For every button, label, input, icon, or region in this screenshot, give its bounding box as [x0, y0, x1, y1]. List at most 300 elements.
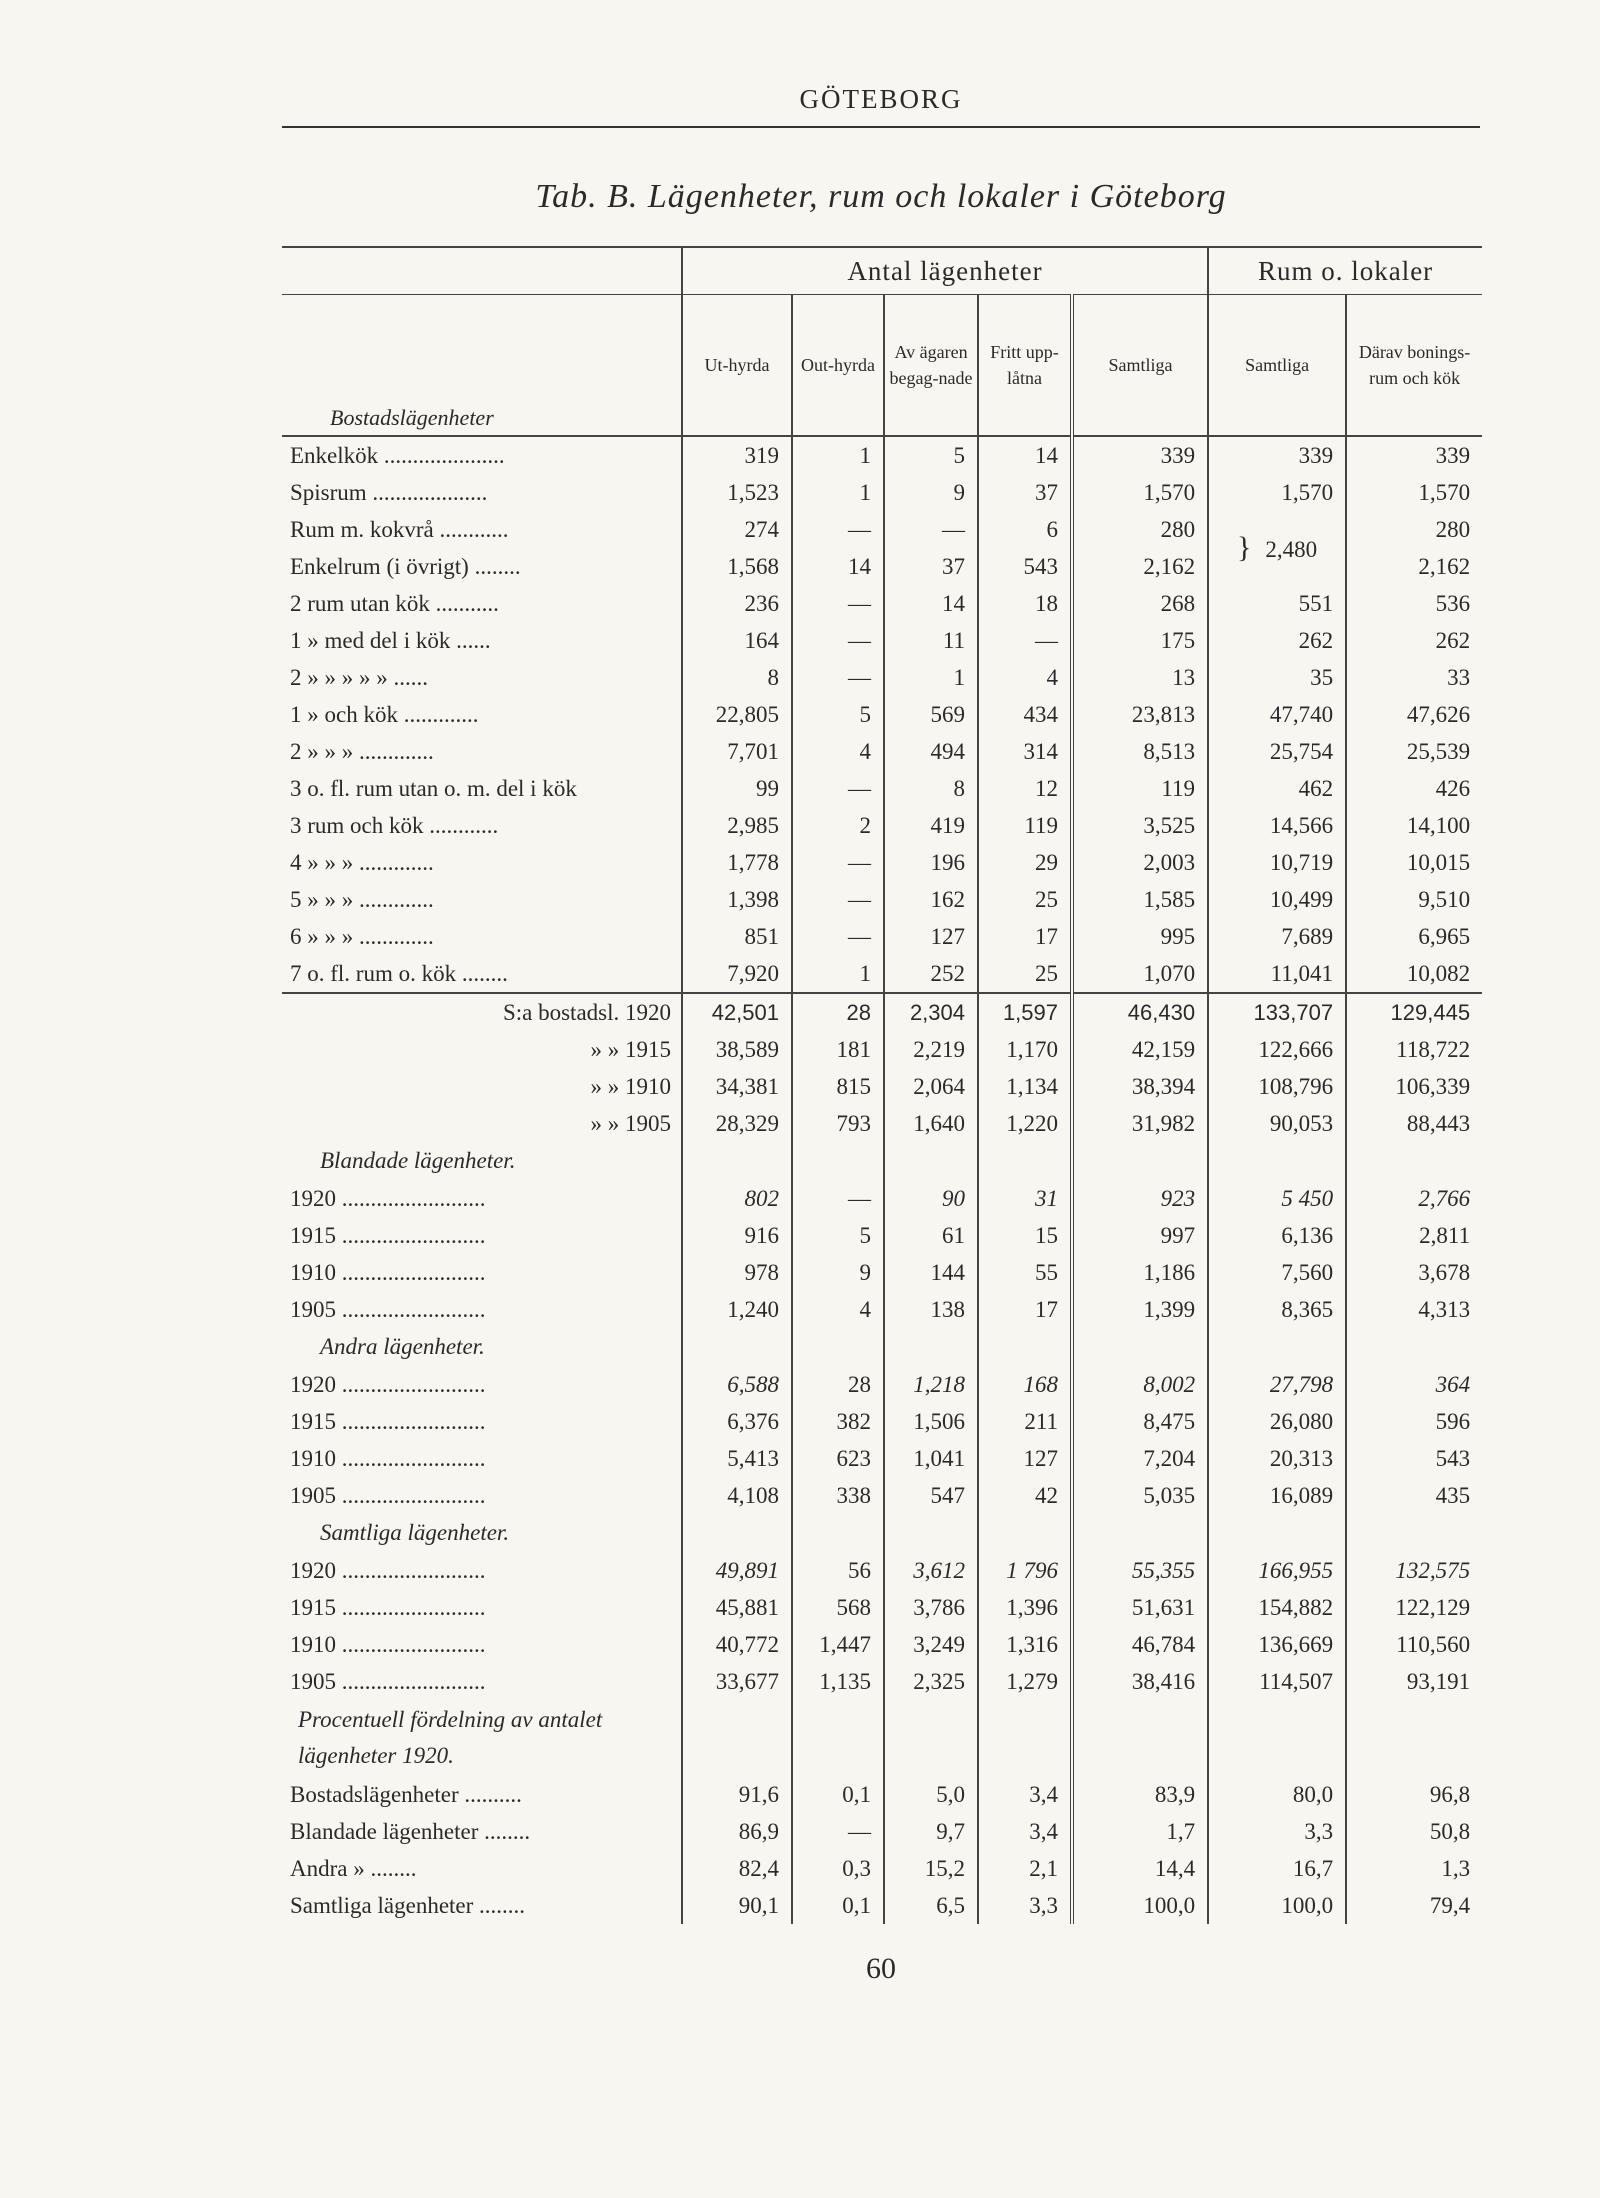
table-row: [282, 474, 1482, 511]
row-label: 1905 .........................: [290, 1296, 486, 1322]
cell-samtliga-rum: 339: [1208, 436, 1346, 474]
cell-fritt: 434: [978, 696, 1072, 733]
cell-darav: 1,3: [1346, 1850, 1482, 1887]
cell-uthyrda: 1,778: [682, 844, 792, 881]
col-outhyrda: Out-hyrda: [792, 295, 884, 437]
cell-uthyrda: 28,329: [682, 1105, 792, 1142]
cell-av-agaren: 569: [884, 696, 978, 733]
table-row: [282, 1254, 1482, 1291]
row-label: S:a bostadsl. 1920: [282, 993, 682, 1031]
cell-samtliga-rum: 10,719: [1208, 844, 1346, 881]
row-label: 5 » » » .............: [290, 886, 434, 912]
row-label: Enkelkök .....................: [290, 442, 505, 468]
empty-cell: [978, 1142, 1072, 1180]
cell-outhyrda: 5: [792, 1217, 884, 1254]
cell-samtliga-rum: 7,560: [1208, 1254, 1346, 1291]
row-label: 1 » och kök .............: [290, 701, 479, 727]
cell-av-agaren: 5: [884, 436, 978, 474]
cell-outhyrda: 1,447: [792, 1626, 884, 1663]
cell-av-agaren: 419: [884, 807, 978, 844]
cell-samtliga-rum: 136,669: [1208, 1626, 1346, 1663]
header-rum-lokaler: Rum o. lokaler: [1208, 247, 1482, 295]
empty-cell: [884, 1700, 978, 1776]
cell-uthyrda: 1,568: [682, 548, 792, 585]
row-label: 4 » » » .............: [290, 849, 434, 875]
cell-samtliga-lag: 997: [1072, 1217, 1208, 1254]
col-darav-boningsrum: Därav bonings-rum och kök: [1346, 295, 1482, 437]
cell-outhyrda: 0,1: [792, 1887, 884, 1924]
cell-fritt: 29: [978, 844, 1072, 881]
cell-fritt: —: [978, 622, 1072, 659]
section-procent: [282, 1700, 1482, 1776]
cell-samtliga-lag: 13: [1072, 659, 1208, 696]
empty-cell: [978, 1514, 1072, 1552]
cell-outhyrda: 382: [792, 1403, 884, 1440]
table-row: [282, 1663, 1482, 1700]
empty-cell: [978, 1328, 1072, 1366]
cell-darav: 88,443: [1346, 1105, 1482, 1142]
cell-darav: 47,626: [1346, 696, 1482, 733]
table-row: [282, 1776, 1482, 1813]
cell-fritt: 17: [978, 918, 1072, 955]
row-label: » » 1915: [590, 1036, 671, 1062]
cell-av-agaren: 252: [884, 955, 978, 993]
page-number: 60: [866, 1952, 896, 1985]
cell-av-agaren: 1,041: [884, 1440, 978, 1477]
running-head: GÖTEBORG: [799, 84, 963, 114]
table-row: [282, 1477, 1482, 1514]
cell-uthyrda: 7,701: [682, 733, 792, 770]
cell-samtliga-lag: 1,399: [1072, 1291, 1208, 1328]
cell-av-agaren: 2,064: [884, 1068, 978, 1105]
cell-av-agaren: 127: [884, 918, 978, 955]
cell-samtliga-rum: 154,882: [1208, 1589, 1346, 1626]
section-heading: Samtliga lägenheter.: [320, 1520, 510, 1545]
cell-uthyrda: 90,1: [682, 1887, 792, 1924]
cell-fritt: 18: [978, 585, 1072, 622]
cell-uthyrda: 1,523: [682, 474, 792, 511]
cell-samtliga-lag: 280: [1072, 511, 1208, 548]
cell-darav: 339: [1346, 436, 1482, 474]
row-label: 1905 .........................: [290, 1668, 486, 1694]
table-row: [282, 993, 1482, 1031]
cell-samtliga-lag: 51,631: [1072, 1589, 1208, 1626]
cell-samtliga-lag: 268: [1072, 585, 1208, 622]
table-row: [282, 1291, 1482, 1328]
cell-fritt: 1,134: [978, 1068, 1072, 1105]
table-row: [282, 881, 1482, 918]
table-row: [282, 1552, 1482, 1589]
cell-uthyrda: 33,677: [682, 1663, 792, 1700]
cell-fritt: 37: [978, 474, 1072, 511]
cell-samtliga-rum: 6,136: [1208, 1217, 1346, 1254]
cell-samtliga-lag: 31,982: [1072, 1105, 1208, 1142]
cell-darav: 106,339: [1346, 1068, 1482, 1105]
cell-uthyrda: 1,240: [682, 1291, 792, 1328]
cell-outhyrda: 56: [792, 1552, 884, 1589]
cell-fritt: 1,279: [978, 1663, 1072, 1700]
cell-av-agaren: 3,249: [884, 1626, 978, 1663]
cell-fritt: 14: [978, 436, 1072, 474]
row-label: 2 rum utan kök ...........: [290, 590, 499, 616]
cell-av-agaren: 3,612: [884, 1552, 978, 1589]
cell-av-agaren: 1: [884, 659, 978, 696]
table-row: [282, 1366, 1482, 1403]
cell-darav: 435: [1346, 1477, 1482, 1514]
row-label: 1920 .........................: [290, 1371, 486, 1397]
cell-fritt: 1,597: [978, 993, 1072, 1031]
cell-samtliga-rum: 114,507: [1208, 1663, 1346, 1700]
cell-samtliga-lag: 1,186: [1072, 1254, 1208, 1291]
col-samtliga-lagenheter: Samtliga: [1072, 295, 1208, 437]
cell-av-agaren: 1,218: [884, 1366, 978, 1403]
table-row: [282, 1626, 1482, 1663]
cell-fritt: 25: [978, 881, 1072, 918]
cell-samtliga-rum: 108,796: [1208, 1068, 1346, 1105]
cell-fritt: 3,3: [978, 1887, 1072, 1924]
table-row: [282, 1031, 1482, 1068]
cell-darav: 122,129: [1346, 1589, 1482, 1626]
cell-samtliga-lag: 119: [1072, 770, 1208, 807]
cell-samtliga-lag: 100,0: [1072, 1887, 1208, 1924]
cell-fritt: 12: [978, 770, 1072, 807]
cell-samtliga-rum: 1,570: [1208, 474, 1346, 511]
cell-fritt: 31: [978, 1180, 1072, 1217]
row-label: » » 1905: [590, 1110, 671, 1136]
cell-outhyrda: —: [792, 1813, 884, 1850]
cell-samtliga-rum: 166,955: [1208, 1552, 1346, 1589]
cell-uthyrda: 38,589: [682, 1031, 792, 1068]
row-label: Blandade lägenheter ........: [290, 1818, 531, 1844]
empty-cell: [1072, 1514, 1208, 1552]
cell-darav: 14,100: [1346, 807, 1482, 844]
table-row: [282, 1105, 1482, 1142]
cell-outhyrda: —: [792, 511, 884, 548]
cell-samtliga-lag: 995: [1072, 918, 1208, 955]
cell-darav: 129,445: [1346, 993, 1482, 1031]
cell-fritt: 42: [978, 1477, 1072, 1514]
cell-samtliga-lag: 1,7: [1072, 1813, 1208, 1850]
cell-samtliga-rum: 462: [1208, 770, 1346, 807]
row-label: 1915 .........................: [290, 1594, 486, 1620]
empty-cell: [1346, 1700, 1482, 1776]
cell-samtliga-lag: 2,162: [1072, 548, 1208, 585]
cell-av-agaren: 494: [884, 733, 978, 770]
cell-samtliga-rum: 11,041: [1208, 955, 1346, 993]
cell-uthyrda: 6,376: [682, 1403, 792, 1440]
cell-outhyrda: 1: [792, 474, 884, 511]
empty-cell: [1208, 1328, 1346, 1366]
cell-uthyrda: 86,9: [682, 1813, 792, 1850]
cell-samtliga-lag: 3,525: [1072, 807, 1208, 844]
cell-fritt: 3,4: [978, 1776, 1072, 1813]
table-row: [282, 622, 1482, 659]
section-andra: [282, 1328, 1482, 1366]
row-label: 1905 .........................: [290, 1482, 486, 1508]
cell-samtliga-lag: 14,4: [1072, 1850, 1208, 1887]
row-label: Samtliga lägenheter ........: [290, 1892, 526, 1918]
row-label: 1910 .........................: [290, 1259, 486, 1285]
cell-outhyrda: 1: [792, 436, 884, 474]
empty-cell: [884, 1328, 978, 1366]
brace-value: 2,480: [1265, 537, 1318, 562]
cell-fritt: 3,4: [978, 1813, 1072, 1850]
empty-cell: [1208, 1514, 1346, 1552]
cell-fritt: 1 796: [978, 1552, 1072, 1589]
cell-av-agaren: 15,2: [884, 1850, 978, 1887]
row-label: 1920 .........................: [290, 1185, 486, 1211]
table-row: [282, 807, 1482, 844]
cell-outhyrda: —: [792, 881, 884, 918]
brace-icon: }: [1236, 531, 1252, 564]
cell-outhyrda: —: [792, 918, 884, 955]
table-row: [282, 1217, 1482, 1254]
cell-samtliga-lag: 83,9: [1072, 1776, 1208, 1813]
cell-darav: 596: [1346, 1403, 1482, 1440]
section-bostadslagenheter: Bostadslägenheter: [282, 295, 682, 437]
cell-samtliga-lag: 46,430: [1072, 993, 1208, 1031]
cell-samtliga-rum: 551: [1208, 585, 1346, 622]
cell-uthyrda: 6,588: [682, 1366, 792, 1403]
cell-av-agaren: 1,640: [884, 1105, 978, 1142]
cell-uthyrda: 91,6: [682, 1776, 792, 1813]
cell-outhyrda: 28: [792, 1366, 884, 1403]
header-rule: [282, 126, 1480, 128]
cell-outhyrda: 28: [792, 993, 884, 1031]
cell-outhyrda: 568: [792, 1589, 884, 1626]
cell-darav: 118,722: [1346, 1031, 1482, 1068]
cell-darav: 536: [1346, 585, 1482, 622]
cell-samtliga-rum: 14,566: [1208, 807, 1346, 844]
table-title: Tab. B. Lägenheter, rum och lokaler i Göteborg: [535, 178, 1227, 215]
empty-cell: [792, 1514, 884, 1552]
cell-outhyrda: —: [792, 585, 884, 622]
row-label: Spisrum ....................: [290, 479, 488, 505]
cell-fritt: 25: [978, 955, 1072, 993]
cell-av-agaren: 11: [884, 622, 978, 659]
cell-uthyrda: 49,891: [682, 1552, 792, 1589]
cell-brace-combined: [1208, 511, 1346, 585]
cell-outhyrda: 2: [792, 807, 884, 844]
cell-darav: 93,191: [1346, 1663, 1482, 1700]
cell-samtliga-rum: 5 450: [1208, 1180, 1346, 1217]
table-row: [282, 511, 1482, 548]
row-label: Bostadslägenheter ..........: [290, 1781, 522, 1807]
cell-samtliga-lag: 7,204: [1072, 1440, 1208, 1477]
cell-uthyrda: 164: [682, 622, 792, 659]
row-label: » » 1910: [590, 1073, 671, 1099]
empty-cell: [884, 1514, 978, 1552]
empty-cell: [1346, 1328, 1482, 1366]
cell-av-agaren: 8: [884, 770, 978, 807]
table-row: [282, 918, 1482, 955]
cell-darav: 9,510: [1346, 881, 1482, 918]
cell-uthyrda: 22,805: [682, 696, 792, 733]
cell-samtliga-rum: 10,499: [1208, 881, 1346, 918]
table-row: [282, 1887, 1482, 1924]
cell-samtliga-lag: 42,159: [1072, 1031, 1208, 1068]
cell-samtliga-rum: 8,365: [1208, 1291, 1346, 1328]
table-row: [282, 1589, 1482, 1626]
cell-fritt: 119: [978, 807, 1072, 844]
cell-samtliga-rum: 47,740: [1208, 696, 1346, 733]
cell-fritt: 15: [978, 1217, 1072, 1254]
row-label: 1910 .........................: [290, 1631, 486, 1657]
cell-outhyrda: 623: [792, 1440, 884, 1477]
cell-samtliga-lag: 1,585: [1072, 881, 1208, 918]
cell-uthyrda: 99: [682, 770, 792, 807]
cell-uthyrda: 802: [682, 1180, 792, 1217]
cell-darav: 10,082: [1346, 955, 1482, 993]
row-label: 7 o. fl. rum o. kök ........: [290, 960, 508, 986]
row-label: Andra » ........: [290, 1855, 417, 1881]
cell-fritt: 1,220: [978, 1105, 1072, 1142]
empty-cell: [682, 1328, 792, 1366]
cell-fritt: 314: [978, 733, 1072, 770]
cell-uthyrda: 274: [682, 511, 792, 548]
empty-cell: [1072, 1142, 1208, 1180]
cell-uthyrda: 7,920: [682, 955, 792, 993]
cell-outhyrda: 9: [792, 1254, 884, 1291]
cell-samtliga-rum: 26,080: [1208, 1403, 1346, 1440]
cell-darav: 2,766: [1346, 1180, 1482, 1217]
cell-darav: 2,811: [1346, 1217, 1482, 1254]
empty-cell: [1208, 1142, 1346, 1180]
cell-outhyrda: 338: [792, 1477, 884, 1514]
cell-samtliga-rum: 25,754: [1208, 733, 1346, 770]
empty-cell: [1346, 1142, 1482, 1180]
cell-uthyrda: 851: [682, 918, 792, 955]
cell-fritt: 17: [978, 1291, 1072, 1328]
header-antal-lagenheter: Antal lägenheter: [682, 247, 1208, 295]
table-row: [282, 659, 1482, 696]
table-row: [282, 696, 1482, 733]
cell-fritt: 1,396: [978, 1589, 1072, 1626]
cell-darav: 96,8: [1346, 1776, 1482, 1813]
row-label: 3 rum och kök ............: [290, 812, 499, 838]
cell-samtliga-rum: 90,053: [1208, 1105, 1346, 1142]
row-label: Enkelrum (i övrigt) ........: [290, 553, 521, 579]
cell-samtliga-lag: 339: [1072, 436, 1208, 474]
cell-outhyrda: 815: [792, 1068, 884, 1105]
cell-uthyrda: 978: [682, 1254, 792, 1291]
cell-av-agaren: 196: [884, 844, 978, 881]
section-heading: Andra lägenheter.: [320, 1334, 485, 1359]
cell-fritt: 55: [978, 1254, 1072, 1291]
cell-darav: 79,4: [1346, 1887, 1482, 1924]
cell-av-agaren: 138: [884, 1291, 978, 1328]
cell-av-agaren: 37: [884, 548, 978, 585]
cell-av-agaren: 2,304: [884, 993, 978, 1031]
empty-cell: [682, 1142, 792, 1180]
header-group-row: [282, 247, 1482, 295]
cell-uthyrda: 42,501: [682, 993, 792, 1031]
empty-cell: [682, 1700, 792, 1776]
cell-darav: 2,162: [1346, 548, 1482, 585]
cell-fritt: 543: [978, 548, 1072, 585]
cell-samtliga-rum: 3,3: [1208, 1813, 1346, 1850]
cell-fritt: 211: [978, 1403, 1072, 1440]
cell-uthyrda: 82,4: [682, 1850, 792, 1887]
cell-uthyrda: 8: [682, 659, 792, 696]
cell-uthyrda: 5,413: [682, 1440, 792, 1477]
cell-darav: 280: [1346, 511, 1482, 548]
empty-cell: [978, 1700, 1072, 1776]
cell-darav: 50,8: [1346, 1813, 1482, 1850]
cell-darav: 110,560: [1346, 1626, 1482, 1663]
cell-outhyrda: 5: [792, 696, 884, 733]
cell-darav: 543: [1346, 1440, 1482, 1477]
cell-darav: 364: [1346, 1366, 1482, 1403]
table-row: [282, 436, 1482, 474]
cell-samtliga-lag: 8,002: [1072, 1366, 1208, 1403]
table-body: [282, 436, 1482, 1924]
cell-samtliga-rum: 16,7: [1208, 1850, 1346, 1887]
row-label: 1915 .........................: [290, 1408, 486, 1434]
cell-av-agaren: 90: [884, 1180, 978, 1217]
header-blank: [282, 247, 682, 295]
cell-samtliga-rum: 16,089: [1208, 1477, 1346, 1514]
cell-av-agaren: —: [884, 511, 978, 548]
cell-uthyrda: 236: [682, 585, 792, 622]
cell-outhyrda: 181: [792, 1031, 884, 1068]
cell-uthyrda: 45,881: [682, 1589, 792, 1626]
cell-samtliga-rum: 35: [1208, 659, 1346, 696]
cell-uthyrda: 916: [682, 1217, 792, 1254]
empty-cell: [1346, 1514, 1482, 1552]
empty-cell: [884, 1142, 978, 1180]
cell-fritt: 1,170: [978, 1031, 1072, 1068]
cell-samtliga-lag: 38,416: [1072, 1663, 1208, 1700]
table-row: [282, 1440, 1482, 1477]
table-row: [282, 733, 1482, 770]
cell-darav: 132,575: [1346, 1552, 1482, 1589]
cell-outhyrda: —: [792, 659, 884, 696]
cell-samtliga-rum: 80,0: [1208, 1776, 1346, 1813]
cell-outhyrda: —: [792, 770, 884, 807]
cell-samtliga-rum: 262: [1208, 622, 1346, 659]
cell-outhyrda: 1,135: [792, 1663, 884, 1700]
empty-cell: [1072, 1700, 1208, 1776]
col-av-agaren: Av ägaren begag-nade: [884, 295, 978, 437]
cell-samtliga-lag: 38,394: [1072, 1068, 1208, 1105]
table-row: [282, 1813, 1482, 1850]
cell-samtliga-lag: 1,070: [1072, 955, 1208, 993]
cell-outhyrda: —: [792, 622, 884, 659]
section-samtliga: [282, 1514, 1482, 1552]
col-fritt-upplatna: Fritt upp-låtna: [978, 295, 1072, 437]
cell-samtliga-rum: 20,313: [1208, 1440, 1346, 1477]
cell-samtliga-lag: 8,513: [1072, 733, 1208, 770]
cell-samtliga-lag: 55,355: [1072, 1552, 1208, 1589]
section-blandade: [282, 1142, 1482, 1180]
header-column-row: [282, 295, 1482, 437]
cell-outhyrda: 14: [792, 548, 884, 585]
cell-samtliga-lag: 23,813: [1072, 696, 1208, 733]
cell-darav: 25,539: [1346, 733, 1482, 770]
table-row: [282, 585, 1482, 622]
cell-av-agaren: 6,5: [884, 1887, 978, 1924]
cell-av-agaren: 2,325: [884, 1663, 978, 1700]
empty-cell: [792, 1142, 884, 1180]
cell-av-agaren: 5,0: [884, 1776, 978, 1813]
cell-samtliga-lag: 1,570: [1072, 474, 1208, 511]
table-row: [282, 1403, 1482, 1440]
cell-fritt: 6: [978, 511, 1072, 548]
cell-av-agaren: 61: [884, 1217, 978, 1254]
cell-darav: 426: [1346, 770, 1482, 807]
row-label: 2 » » » .............: [290, 738, 434, 764]
